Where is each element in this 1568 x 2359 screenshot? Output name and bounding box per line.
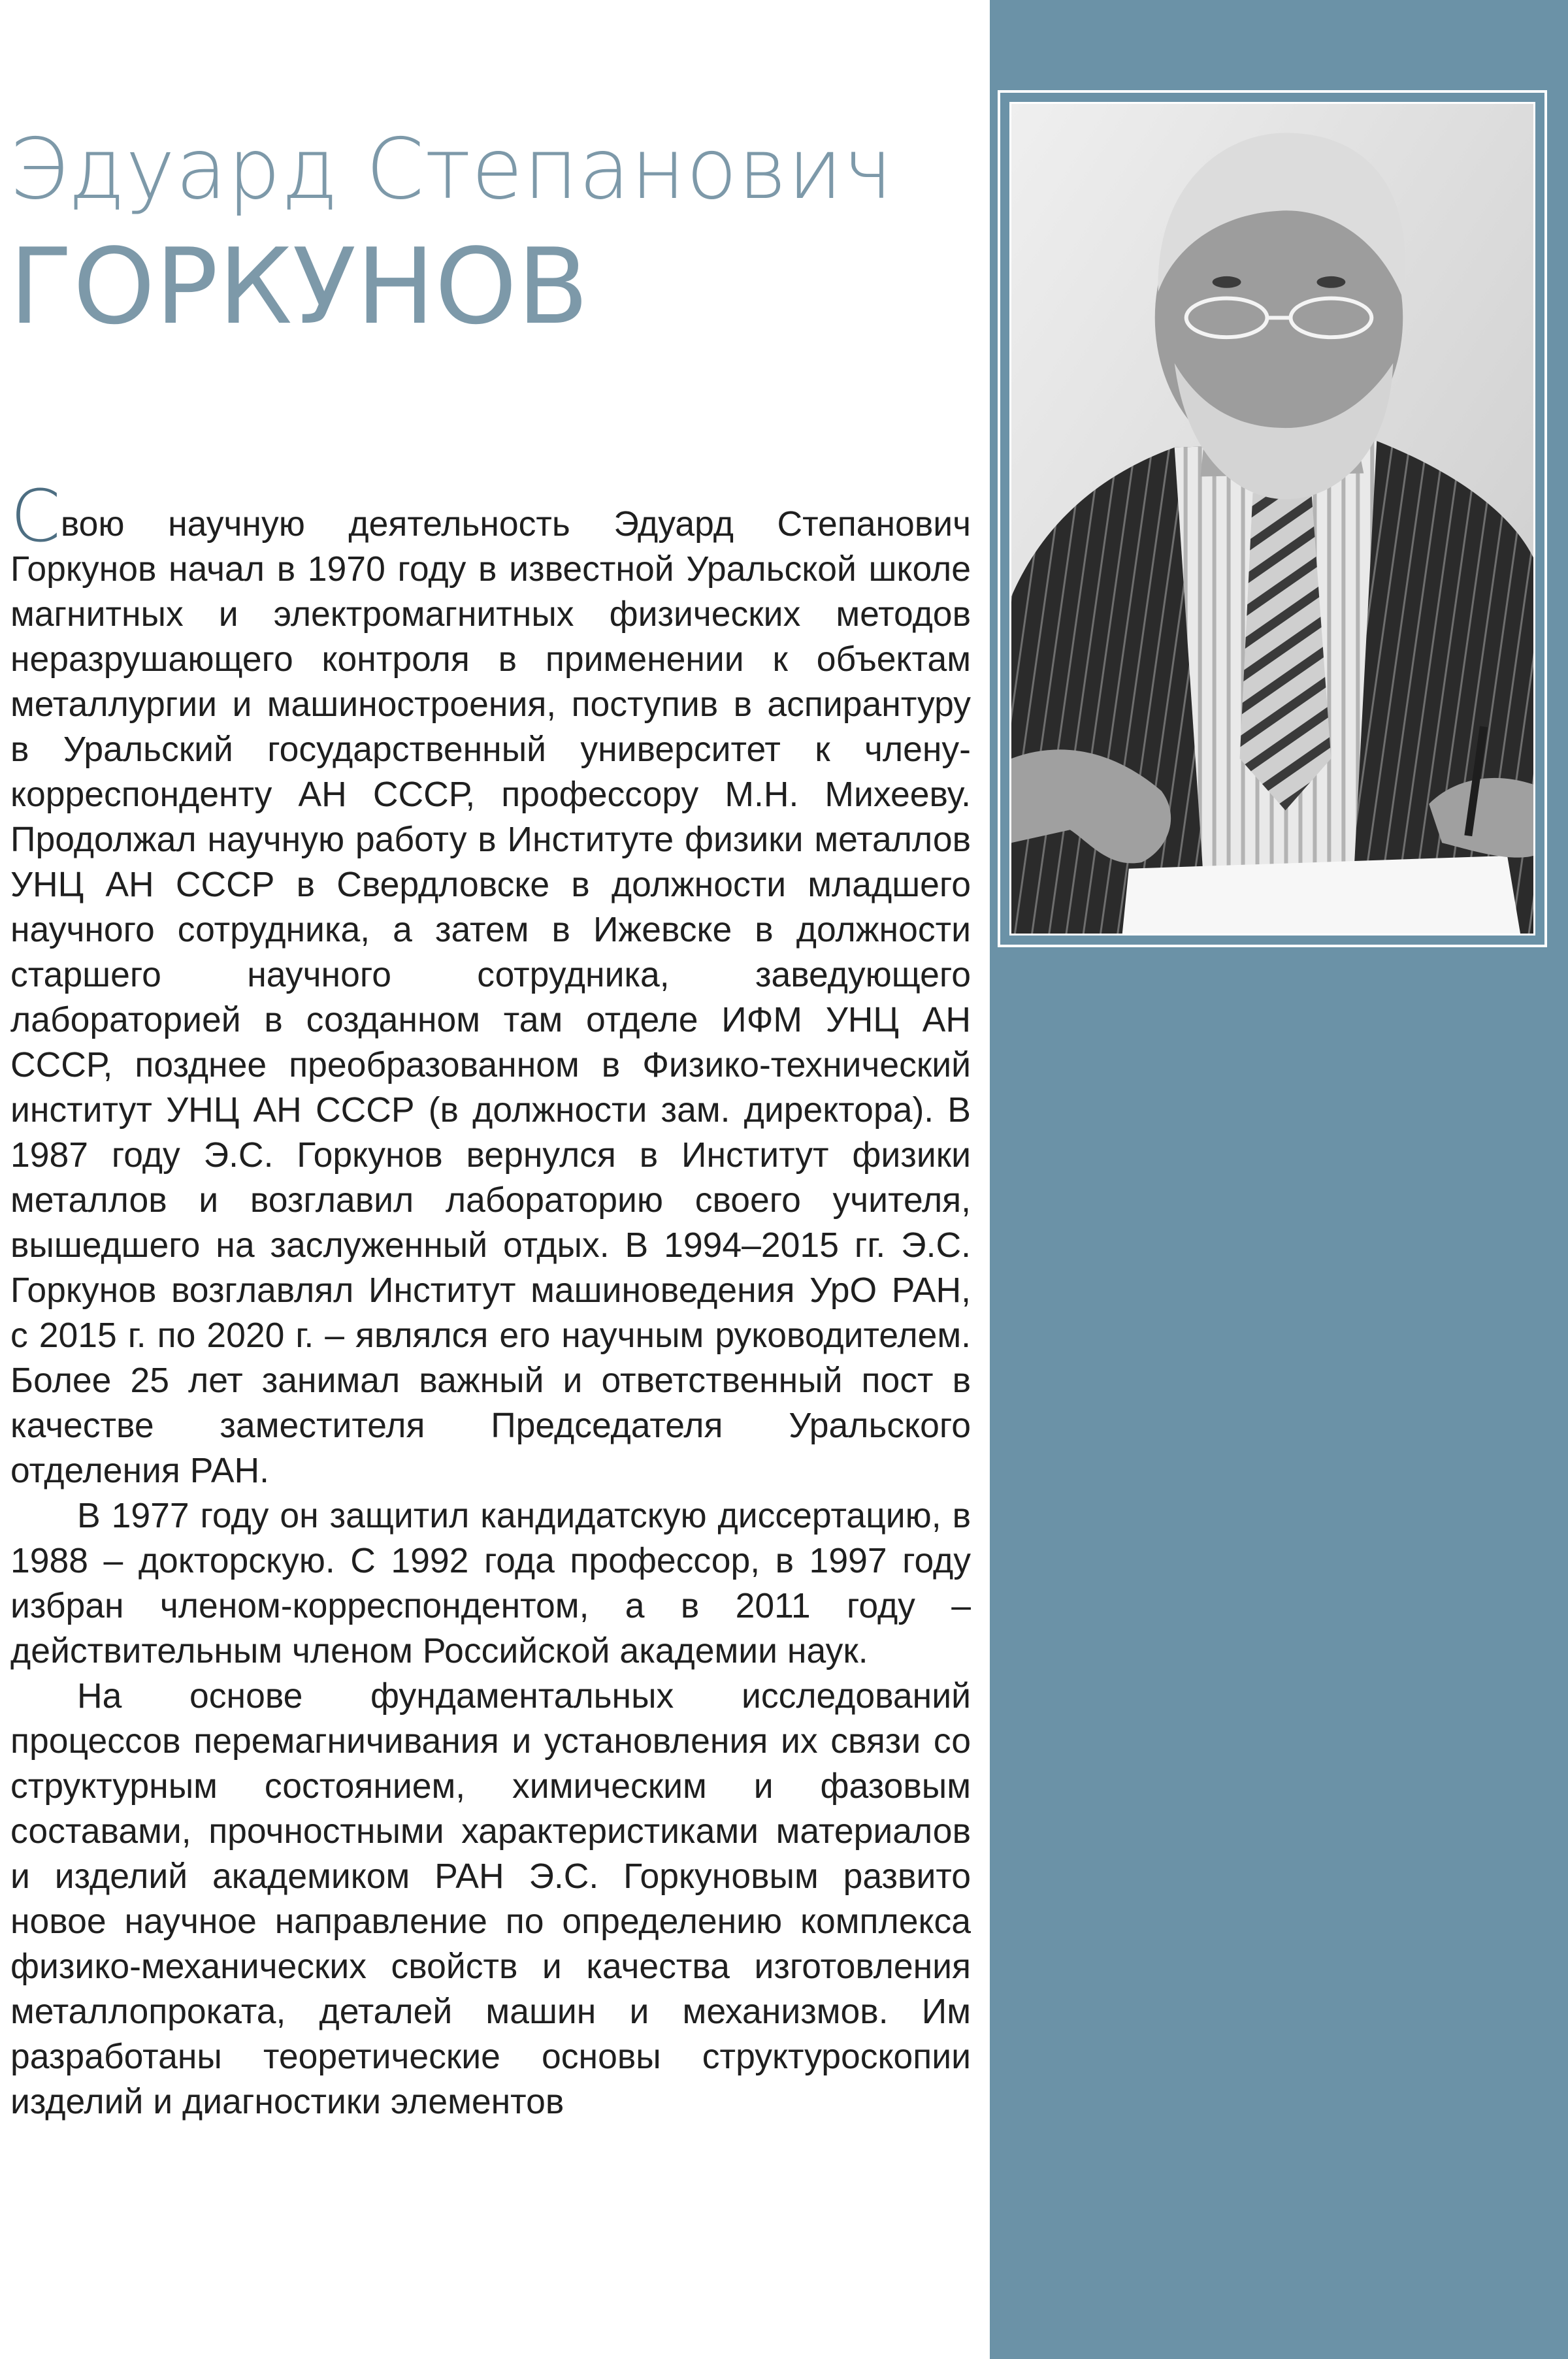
paragraph-1-text: вою научную деятельность Эдуард Степанович Горкунов начал в 1970 году в известной Уральской школе магнитных и электромагнитных физических методов неразрушающего контроля в применении к объектам металлургии и машиностроения, поступив в аспирантуру в Уральский государственный университет к члену-корреспонденту АН СССР, профессору М.Н. Михееву. Продолжал научную работу в Институте физики металлов УНЦ АН СССР в Свердловске в должности младшего научного сотрудника, а затем в Ижевске в должности старшего научного сотрудника, заведующего лабораторией в созданном там отделе ИФМ УНЦ АН СССР, позднее преобразованном в Физико-технический институт УНЦ АН СССР (в должности зам. директора). В 1987 году Э.С. Горкунов вернулся в Институт физики металлов и возглавил лабораторию своего учителя, вышедшего на заслуженный отдых. В 1994–2015 гг. Э.С. Горкунов возглавлял Институт машиноведения УрО РАН, с 2015 г. по 2020 г. – являлся его научным руководителем. Более 25 лет занимал важный и ответственный пост в качестве заместителя Председателя Уральского отделения РАН. <box>10 505 971 1490</box>
biography-paragraph-2: В 1977 году он защитил кандидатскую диссертацию, в 1988 – докторскую. С 1992 года профессор, в 1997 году избран членом-корреспондентом, а в 2011 году – действительным членом Российской академии наук. <box>10 1497 971 1670</box>
biography-text <box>10 474 971 2124</box>
person-first-name: Эдуард Степанович <box>9 121 894 218</box>
portrait-photo-icon <box>1009 102 1535 935</box>
portrait-illustration <box>1011 104 1533 934</box>
biography-paragraph-3: На основе фундаментальных исследований процессов перемагничивания и установления их связи со структурным состоянием, химическим и фазовым составами, прочностными характеристиками материалов и изделий академиком РАН Э.С. Горкуновым развито новое научное направление по определению комплекса физико-механических свойств и качества изготовления металлопроката, деталей машин и механизмов. Им разработаны теоретические основы структуроскопии изделий и диагностики элементов <box>10 1677 971 2121</box>
person-last-name: ГОРКУНОВ <box>9 225 589 348</box>
drop-cap: С <box>10 474 61 558</box>
portrait-frame <box>998 90 1547 947</box>
biography-paragraph-1 <box>10 474 971 1493</box>
